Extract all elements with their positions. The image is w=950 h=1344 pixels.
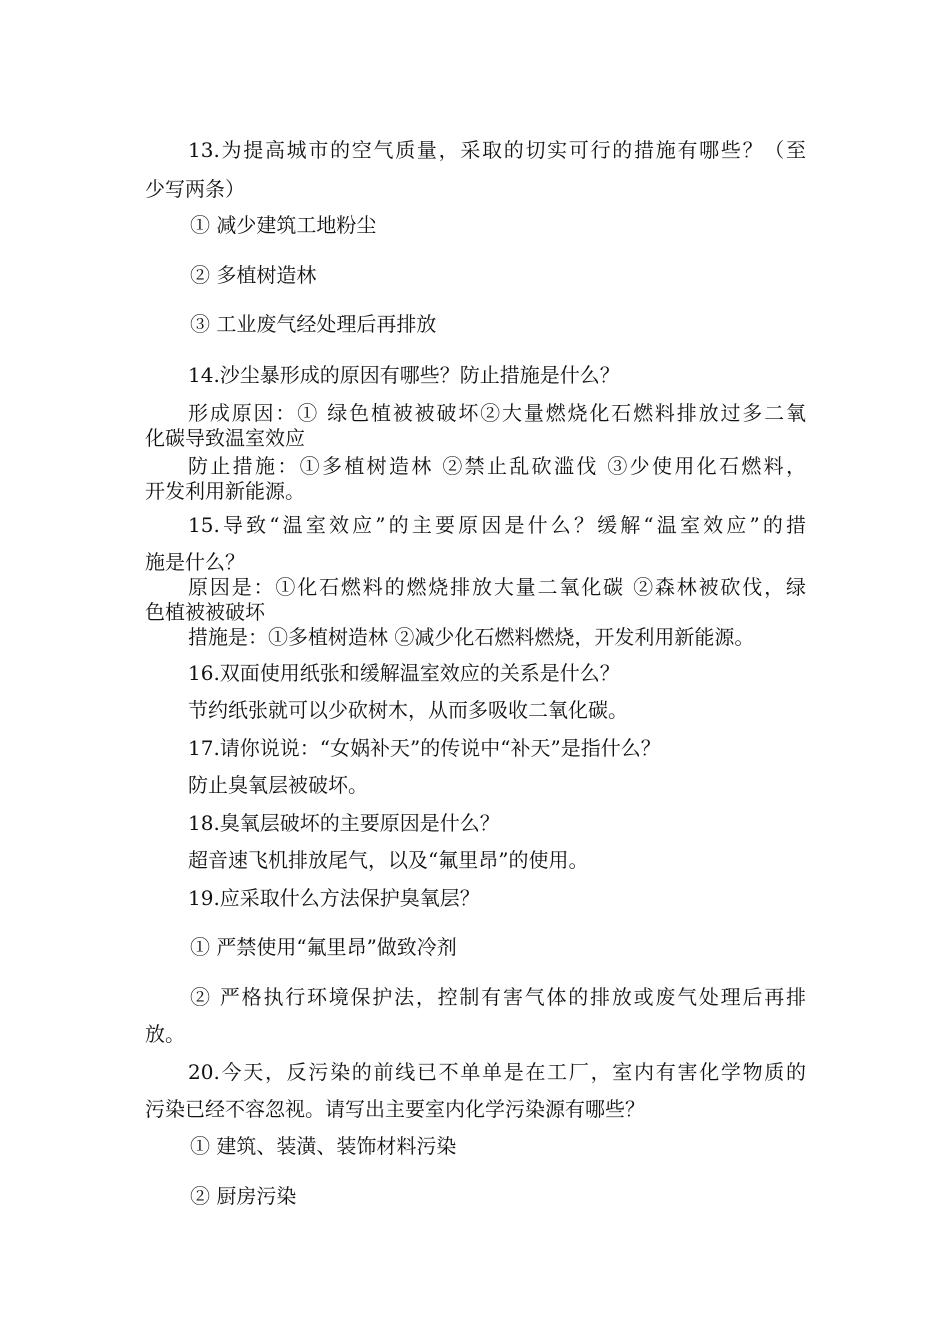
answer-14-prevention-line-2: 开发利用新能源。 (145, 479, 305, 503)
answer-13-item-2: ② 多植树造林 (190, 263, 317, 287)
answer-13-item-1: ① 减少建筑工地粉尘 (190, 213, 377, 237)
question-20-line-1: 20.今天，反污染的前线已不单单是在工厂，室内有害化学物质的 (188, 1060, 806, 1084)
question-14: 14.沙尘暴形成的原因有哪些？防止措施是什么？ (188, 363, 620, 387)
answer-20-item-1: ① 建筑、装潢、装饰材料污染 (190, 1134, 457, 1158)
answer-18: 超音速飞机排放尾气，以及“氟里昂”的使用。 (188, 848, 589, 872)
answer-13-item-3: ③ 工业废气经处理后再排放 (190, 312, 437, 336)
question-17: 17.请你说说：“女娲补天”的传说中“补天”是指什么？ (188, 736, 661, 760)
answer-19-item-2-line-2: 放。 (145, 1022, 185, 1046)
question-13-line-1: 13.为提高城市的空气质量，采取的切实可行的措施有哪些？（至 (188, 138, 806, 162)
question-18: 18.臭氧层破坏的主要原因是什么？ (188, 811, 500, 835)
answer-15-measures: 措施是：①多植树造林 ②减少化石燃料燃烧，开发利用新能源。 (188, 625, 755, 649)
question-19: 19.应采取什么方法保护臭氧层？ (188, 886, 480, 910)
answer-20-item-2: ② 厨房污染 (190, 1184, 297, 1208)
answer-19-item-1: ① 严禁使用“氟里昂”做致冷剂 (190, 935, 457, 959)
answer-19-item-2-line-1: ② 严格执行环境保护法，控制有害气体的排放或废气处理后再排 (190, 985, 806, 1009)
answer-14-cause-line-1: 形成原因：① 绿色植被被破坏②大量燃烧化石燃料排放过多二氧 (188, 401, 806, 425)
question-15-line-1: 15.导致“温室效应”的主要原因是什么？缓解“温室效应”的措 (188, 513, 806, 537)
answer-14-prevention-line-1: 防止措施：①多植树造林 ②禁止乱砍滥伐 ③少使用化石燃料， (188, 454, 806, 478)
answer-15-cause-line-1: 原因是：①化石燃料的燃烧排放大量二氧化碳 ②森林被砍伐，绿 (188, 575, 806, 599)
answer-17: 防止臭氧层被破坏。 (188, 773, 368, 797)
question-13-line-2: 少写两条） (145, 177, 245, 201)
question-16: 16.双面使用纸张和缓解温室效应的关系是什么？ (188, 661, 620, 685)
answer-16: 节约纸张就可以少砍树木，从而多吸收二氧化碳。 (188, 698, 628, 722)
answer-15-cause-line-2: 色植被被破坏 (145, 600, 265, 624)
question-15-line-2: 施是什么？ (145, 550, 245, 574)
answer-14-cause-line-2: 化碳导致温室效应 (145, 426, 305, 450)
question-20-line-2: 污染已经不容忽视。请写出主要室内化学污染源有哪些？ (145, 1097, 645, 1121)
